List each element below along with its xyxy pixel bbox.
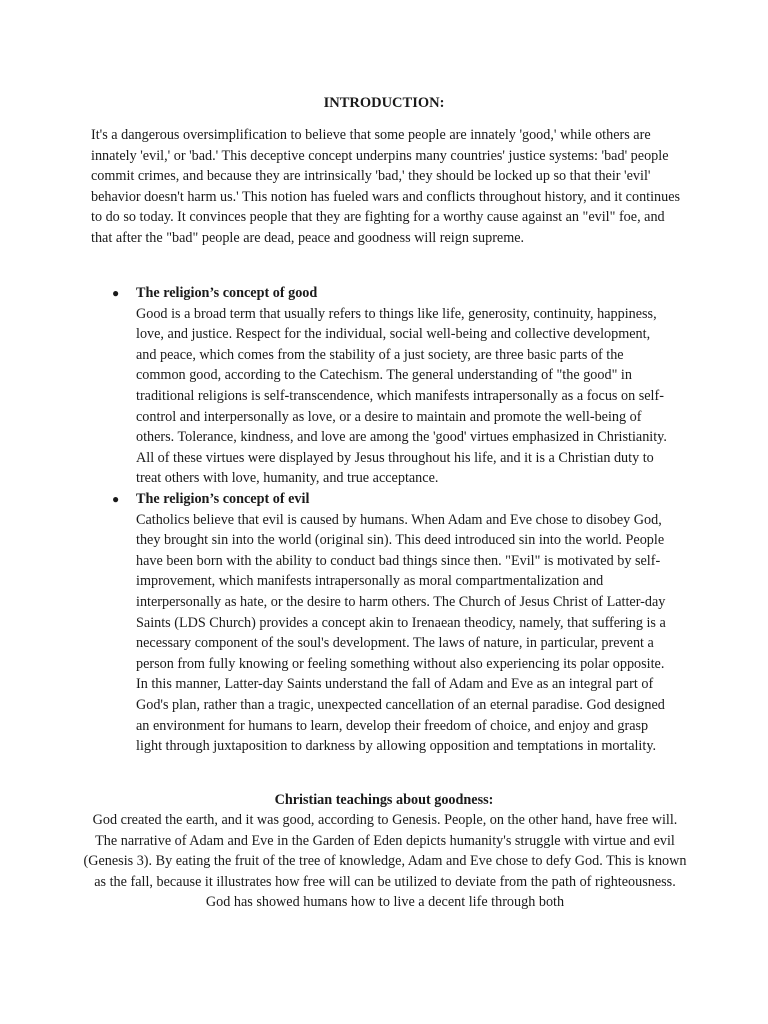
- bullet-item-evil: [112, 489, 672, 757]
- page-heading: INTRODUCTION:: [323, 95, 445, 111]
- section-heading: Christian teachings about goodness:: [274, 792, 494, 808]
- bullet-title: The religion’s concept of evil: [136, 491, 310, 507]
- bullet-dot-icon: ●: [112, 286, 120, 300]
- section-paragraph: God created the earth, and it was good, according to Genesis. People, on the other hand, have free will. The narrative of Adam and Eve in the Garden of Eden depicts humanity's struggle with virtue and evil (Genesis 3). By eating the fruit of the tree of knowledge, Adam and Eve chose to defy God. This is known as the fall, because it illustrates how free will can be utilized to deviate from the path of righteousness. God has showed humans how to live a decent life through both: [83, 812, 687, 911]
- intro-paragraph: It's a dangerous oversimplification to believe that some people are innately 'good,' while others are innately 'evil,' or 'bad.' This deceptive concept underpins many countries' justice systems: 'bad' people commit crimes, and because they are intrinsically 'bad,' they should be locked up so that their 'evil' behavior doesn't harm us.' This notion has fueled wars and conflicts throughout history, and it continues to do so today. It convinces people that they are fighting for a worthy cause against an "evil" foe, and that after the "bad" people are dead, peace and goodness will reign supreme.: [91, 127, 681, 246]
- bullet-body: Good is a broad term that usually refers to things like life, generosity, continuity, happiness, love, and justice. Respect for the individual, social well-being and collective development, and peace, which comes from the stability of a just society, are three basic parts of the common good, according to the Catechism. The general understanding of "the good" in traditional religions is self-transcendence, which manifests intrapersonally as a focus on self-control and interpersonally as love, or a desire to maintain and promote the well-being of others. Tolerance, kindness, and love are among the 'good' virtues emphasized in Christianity. All of these virtues were displayed by Jesus throughout his life, and it is a Christian duty to treat others with love, humanity, and true acceptance.: [136, 305, 667, 487]
- bullet-dot-icon: ●: [112, 492, 120, 506]
- bullet-item-good: [112, 283, 672, 489]
- bullet-body: Catholics believe that evil is caused by humans. When Adam and Eve chose to disobey God, they brought sin into the world (original sin). This deed introduced sin into the world. People have been born with the ability to conduct bad things since then. "Evil" is motivated by self-improvement, which manifests intrapersonally as moral compartmentalization and interpersonally as hate, or the desire to harm others. The Church of Jesus Christ of Latter-day Saints (LDS Church) provides a concept akin to Irenaean theodicy, namely, that suffering is a necessary component of the soul's development. The laws of nature, in particular, prevent a person from fully knowing or feeling something without also experiencing its polar opposite. In this manner, Latter-day Saints understand the fall of Adam and Eve as an integral part of God's plan, rather than a tragic, unexpected cancellation of an eternal paradise. God designed an environment for humans to learn, develop their freedom of choice, and enjoy and grasp light through juxtaposition to darkness by allowing opposition and temptations in mortality.: [136, 511, 666, 755]
- bullet-title: The religion’s concept of good: [136, 285, 318, 301]
